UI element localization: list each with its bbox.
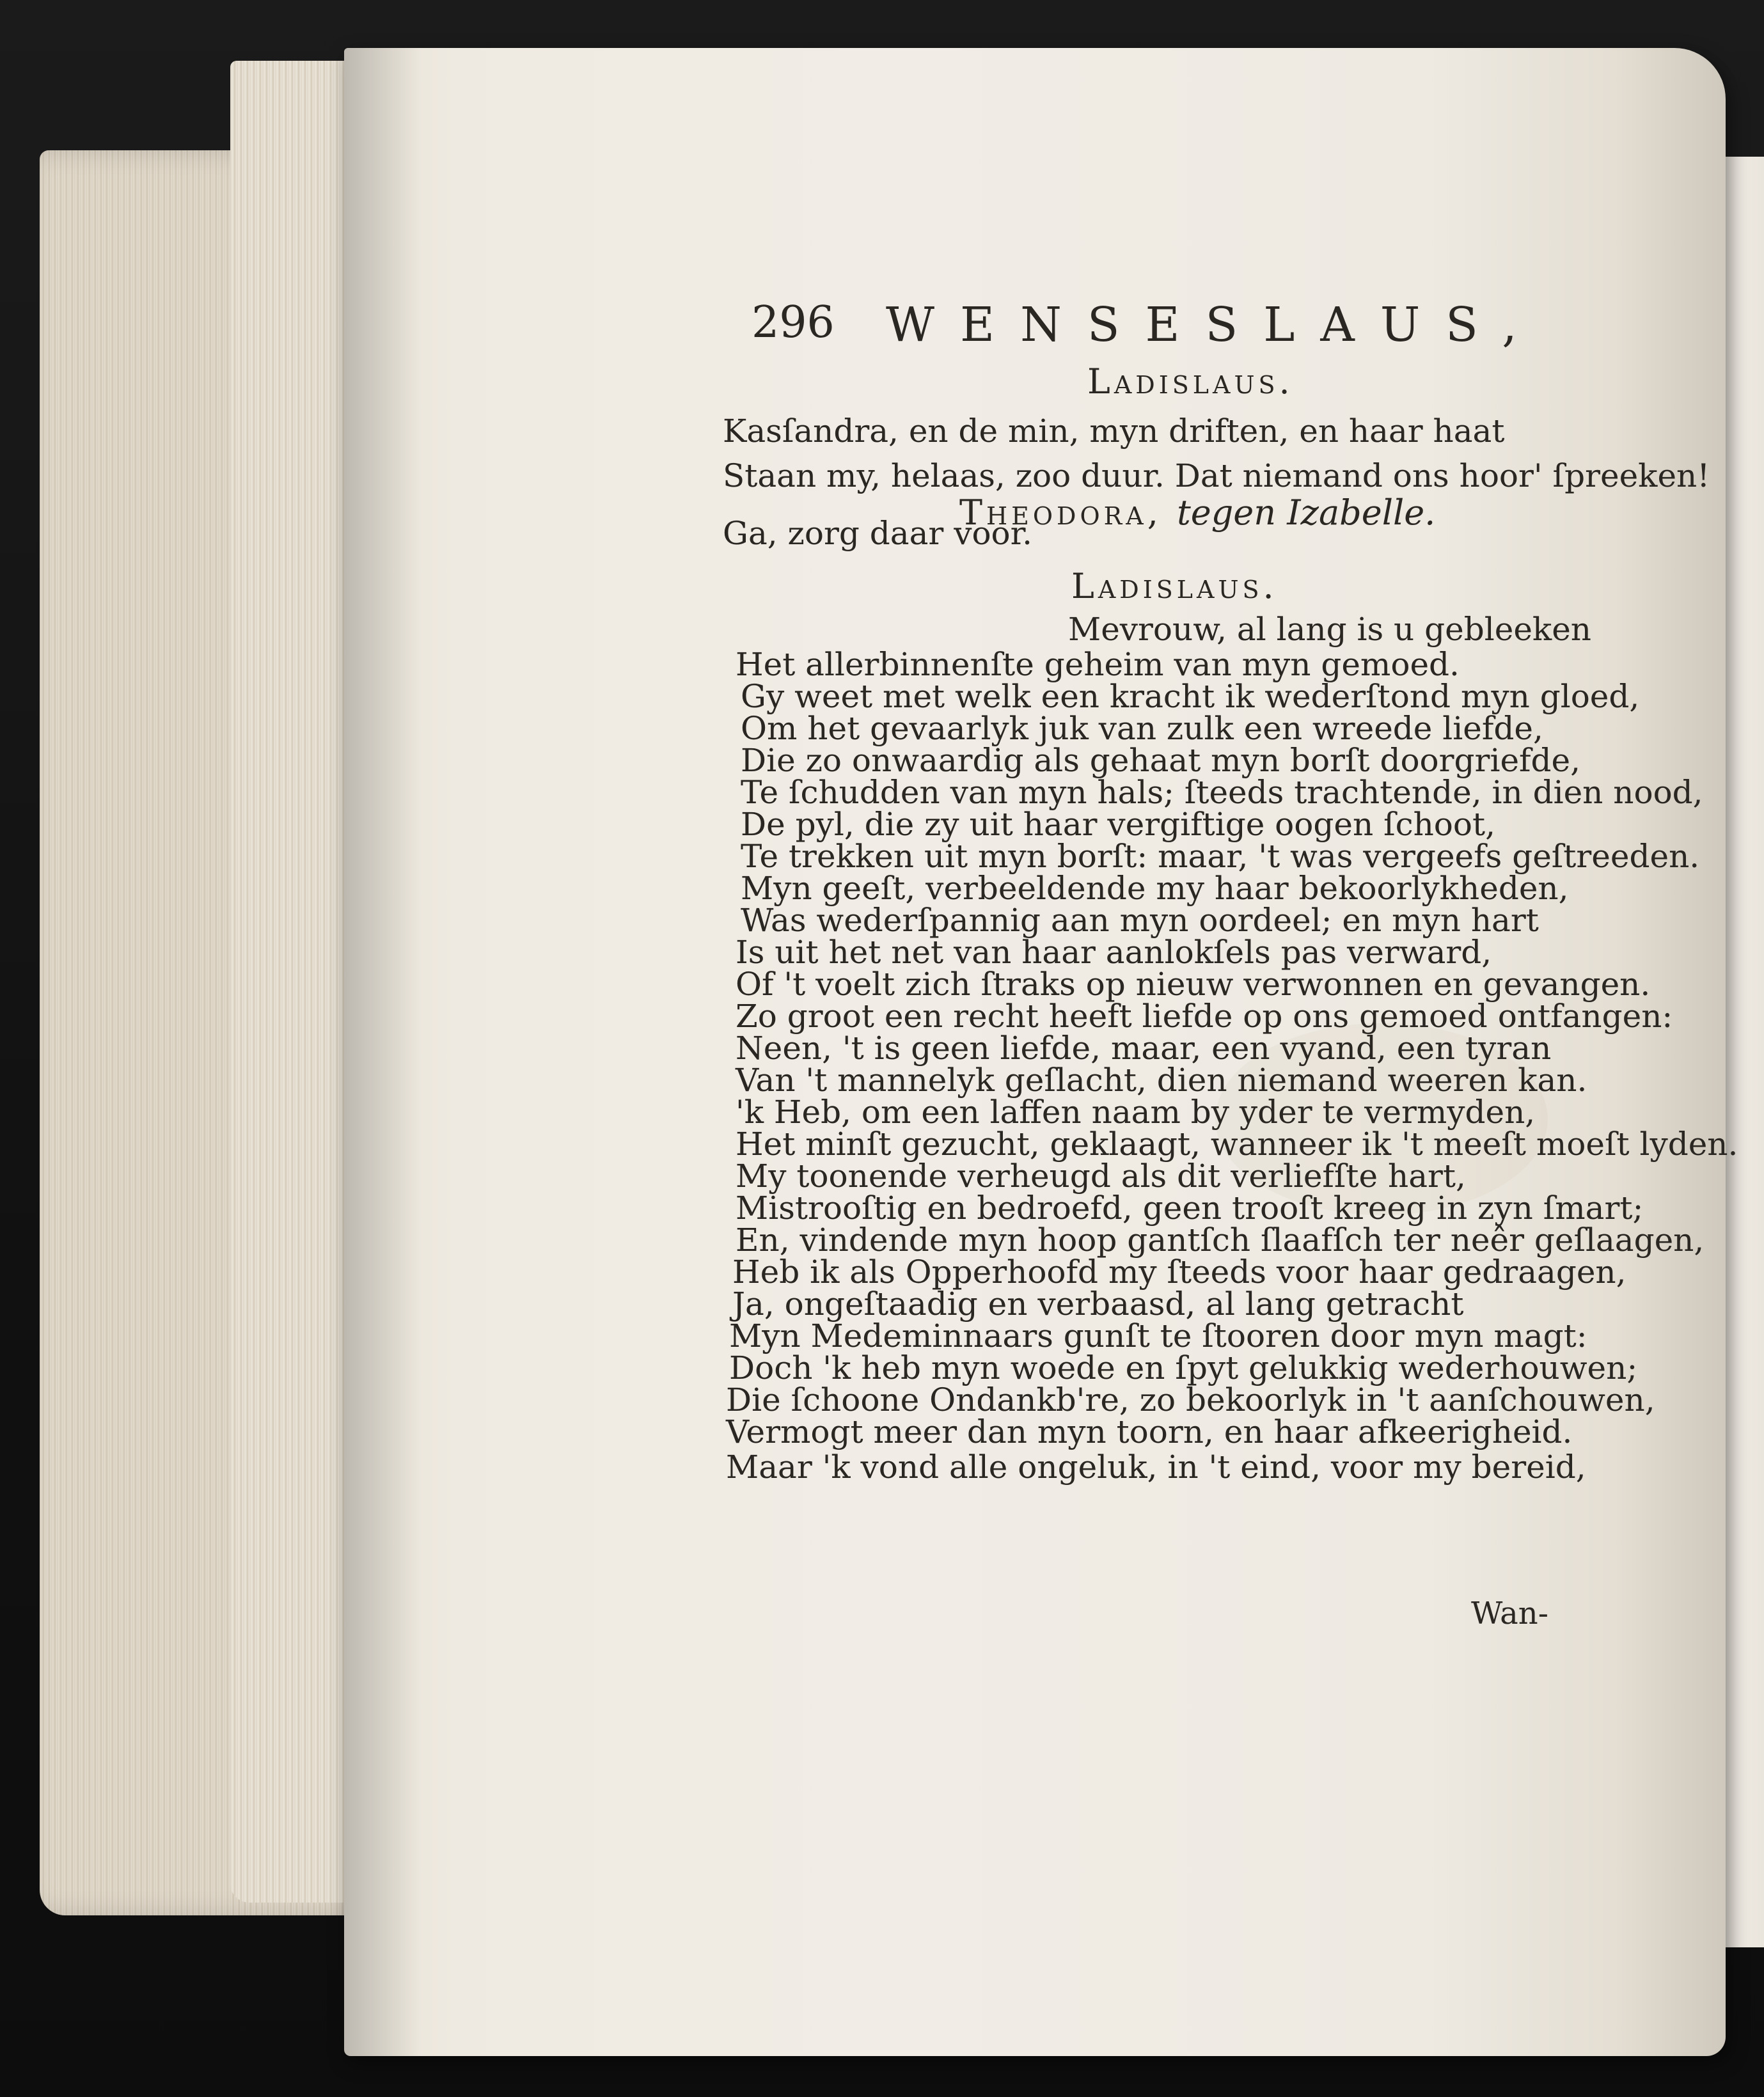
verse-line: Het minſt gezucht, geklaagt, wanneer ik 't meeſt moeſt lyden. (736, 1126, 1738, 1163)
speaker-name: Ladislaus. (1071, 566, 1278, 606)
speaker-heading (1071, 566, 1278, 606)
verse-line: Mevrouw, al lang is u gebleeken (1068, 611, 1591, 648)
verse-line: Staan my, helaas, zoo duur. Dat niemand ons hoor' ſpreeken! (723, 457, 1710, 494)
verse-line: Te ſchudden van myn hals; ſteeds trachtende, in dien nood, (741, 774, 1703, 811)
verse-line: De pyl, die zy uit haar vergiftige oogen ſchoot, (741, 806, 1495, 843)
speaker-heading (1087, 361, 1294, 402)
verse-line: Myn Medeminnaars gunſt te ſtooren door myn magt: (729, 1317, 1587, 1355)
verse-line: Maar 'k vond alle ongeluk, in 't eind, voor my bereid, (726, 1449, 1586, 1486)
verse-line: Vermogt meer dan myn toorn, en haar afkeerigheid. (726, 1413, 1573, 1450)
verse-line: Heb ik als Opperhoofd my ſteeds voor haar gedraagen, (732, 1253, 1626, 1291)
speaker-name: Theodora, (959, 492, 1162, 533)
page-header (752, 297, 1543, 368)
verse-line: Of 't voelt zich ſtraks op nieuw verwonnen en gevangen. (736, 966, 1651, 1003)
speaker-name: Ladislaus. (1087, 361, 1294, 402)
verse-line: Ja, ongeſtaadig en verbaasd, al lang getracht (732, 1285, 1464, 1323)
page-number: 296 (752, 297, 835, 348)
verse-line: Kasſandra, en de min, myn driften, en haar haat (723, 412, 1505, 450)
verse-line: Mistrooſtig en bedroefd, geen trooſt kreeg in zyn ſmart; (736, 1190, 1644, 1227)
verse-line: Gy weet met welk een kracht ik wederſtond myn gloed, (741, 678, 1640, 715)
verse-line: Was wederſpannig aan myn oordeel; en myn hart (741, 902, 1539, 939)
verse-line: Zo groot een recht heeft liefde op ons gemoed ontfangen: (736, 998, 1673, 1035)
verse-line: 'k Heb, om een laffen naam by yder te vermyden, (736, 1094, 1536, 1131)
verse-line: Te trekken uit myn borſt: maar, 't was vergeefs geſtreeden. (741, 838, 1700, 875)
verse-line: Myn geeſt, verbeeldende my haar bekoorlykheden, (741, 870, 1569, 907)
verse-line: Die zo onwaardig als gehaat myn borſt doorgriefde, (741, 742, 1581, 779)
verse-line: My toonende verheugd als dit verliefſte hart, (736, 1158, 1466, 1195)
verse-line: Ga, zorg daar voor. (723, 515, 1032, 552)
verse-line: Het allerbinnenſte geheim van myn gemoed. (736, 646, 1460, 683)
verse-line: Doch 'k heb myn woede en ſpyt gelukkig wederhouwen; (729, 1349, 1638, 1386)
verse-line: Om het gevaarlyk juk van zulk een wreede liefde, (741, 710, 1543, 747)
verse-line: Is uit het net van haar aanlokſels pas verward, (736, 934, 1492, 971)
verse-line: Van 't mannelyk geſlacht, dien niemand weeren kan. (736, 1062, 1587, 1099)
verse-line: En, vindende myn hoop gantſch ſlaafſch ter neêr geſlaagen, (736, 1221, 1705, 1259)
verse-line: Die ſchoone Ondankb're, zo bekoorlyk in 't aanſchouwen, (726, 1381, 1655, 1418)
stage-direction: tegen Izabelle. (1177, 492, 1436, 533)
running-head: WENSESLAUS, (886, 297, 1543, 352)
gutter-shadow (344, 48, 421, 2056)
verse-line: Neen, 't is geen liefde, maar, een vyand, een tyran (736, 1030, 1552, 1067)
catchword: Wan- (1471, 1596, 1548, 1631)
